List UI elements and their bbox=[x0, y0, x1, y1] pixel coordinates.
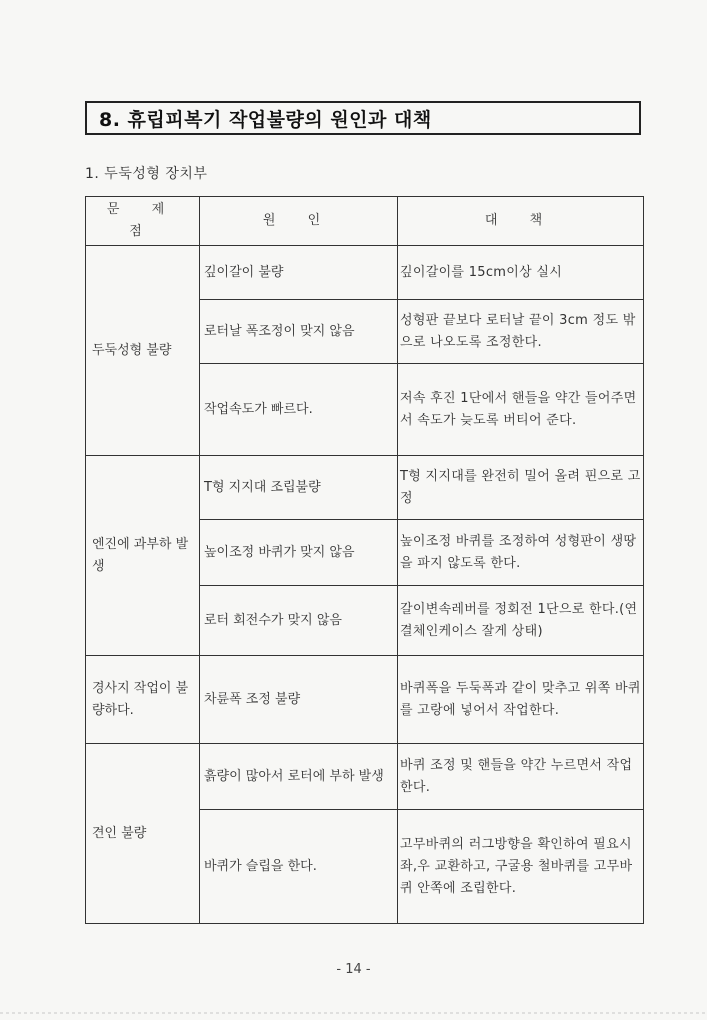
table-row bbox=[86, 744, 644, 810]
problem-cell: 경사지 작업이 불량하다. bbox=[86, 656, 200, 744]
solution-cell: 고무바퀴의 러그방향을 확인하여 필요시 좌,우 교환하고, 구굴용 철바퀴를 고무바퀴 안쪽에 조립한다. bbox=[398, 810, 644, 924]
cause-cell: 높이조정 바퀴가 맞지 않음 bbox=[200, 520, 398, 586]
table-row bbox=[86, 246, 644, 300]
solution-cell: 바퀴폭을 두둑폭과 같이 맞추고 위쪽 바퀴를 고랑에 넣어서 작업한다. bbox=[398, 656, 644, 744]
section-title: 8. 휴립피복기 작업불량의 원인과 대책 bbox=[85, 101, 641, 135]
solution-cell: 깊이갈이를 15cm이상 실시 bbox=[398, 246, 644, 300]
cause-cell: 로터날 폭조정이 맞지 않음 bbox=[200, 300, 398, 364]
troubleshooting-table bbox=[85, 196, 644, 924]
solution-cell: 성형판 끝보다 로터날 끝이 3cm 정도 밖으로 나오도록 조정한다. bbox=[398, 300, 644, 364]
solution-cell: 바퀴 조정 및 핸들을 약간 누르면서 작업한다. bbox=[398, 744, 644, 810]
cause-cell: 바퀴가 슬립을 한다. bbox=[200, 810, 398, 924]
cause-cell: 깊이갈이 불량 bbox=[200, 246, 398, 300]
solution-cell: 높이조정 바퀴를 조정하여 성형판이 생땅을 파지 않도록 한다. bbox=[398, 520, 644, 586]
scan-artifact-line bbox=[0, 1012, 707, 1014]
header-cause: 원 인 bbox=[200, 197, 398, 246]
problem-cell: 두둑성형 불량 bbox=[86, 246, 200, 456]
solution-cell: 갈이변속레버를 정회전 1단으로 한다.(연결체인케이스 잘게 상태) bbox=[398, 586, 644, 656]
solution-cell: T형 지지대를 완전히 밀어 올려 핀으로 고정 bbox=[398, 456, 644, 520]
problem-cell: 엔진에 과부하 발생 bbox=[86, 456, 200, 656]
table-row bbox=[86, 656, 644, 744]
cause-cell: 흙량이 많아서 로터에 부하 발생 bbox=[200, 744, 398, 810]
table-header-row bbox=[86, 197, 644, 246]
header-problem: 문 제 점 bbox=[86, 197, 200, 246]
cause-cell: 차륜폭 조정 불량 bbox=[200, 656, 398, 744]
page-number: - 14 - bbox=[336, 962, 371, 977]
header-solution: 대 책 bbox=[398, 197, 644, 246]
subtitle: 1. 두둑성형 장치부 bbox=[85, 166, 208, 182]
solution-cell: 저속 후진 1단에서 핸들을 약간 들어주면서 속도가 늦도록 버티어 준다. bbox=[398, 364, 644, 456]
cause-cell: 로터 회전수가 맞지 않음 bbox=[200, 586, 398, 656]
cause-cell: T형 지지대 조립불량 bbox=[200, 456, 398, 520]
table-row bbox=[86, 456, 644, 520]
cause-cell: 작업속도가 빠르다. bbox=[200, 364, 398, 456]
problem-cell: 견인 불량 bbox=[86, 744, 200, 924]
